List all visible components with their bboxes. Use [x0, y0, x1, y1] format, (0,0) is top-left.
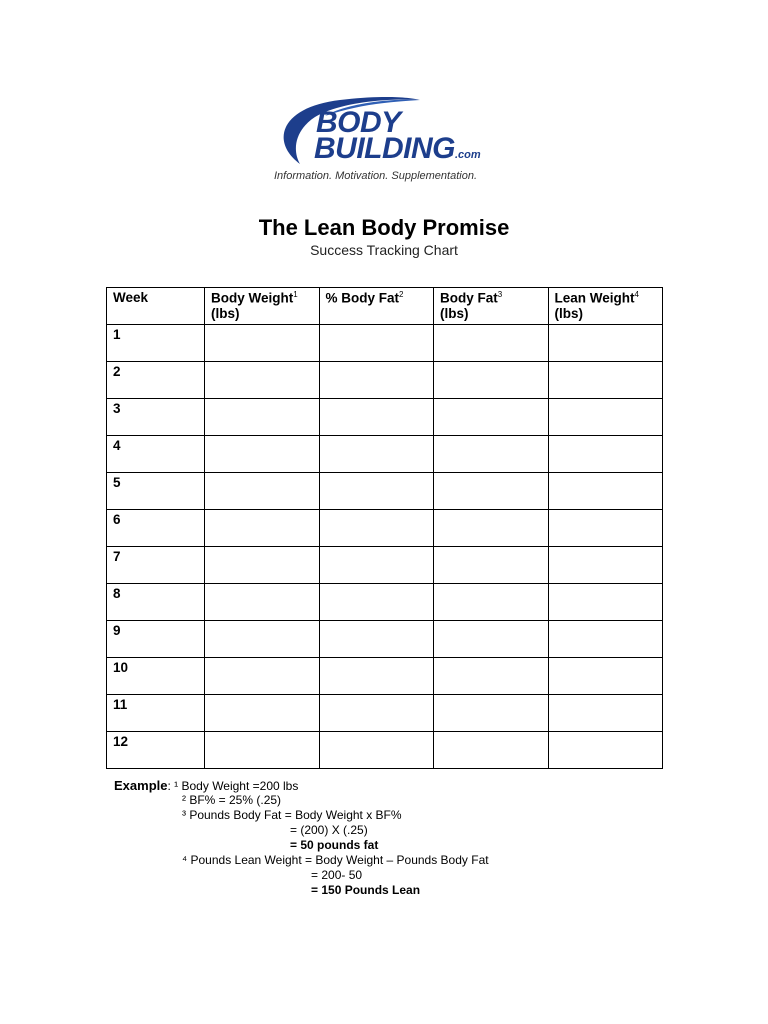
logo-text-building: BUILDING.com — [314, 132, 481, 165]
table-header-row — [107, 288, 663, 325]
week-number-cell: 11 — [107, 695, 205, 732]
entry-cell[interactable] — [319, 695, 434, 732]
week-number-cell: 9 — [107, 621, 205, 658]
week-number-cell: 4 — [107, 436, 205, 473]
entry-cell[interactable] — [319, 658, 434, 695]
example-line-3: ³ Pounds Body Fat = Body Weight x BF% — [182, 808, 402, 822]
entry-cell[interactable] — [548, 436, 663, 473]
example-line-1: Example: ¹ Body Weight =200 lbs — [114, 778, 299, 793]
table-row — [107, 695, 663, 732]
entry-cell[interactable] — [548, 658, 663, 695]
entry-cell[interactable] — [205, 399, 320, 436]
entry-cell[interactable] — [434, 621, 549, 658]
header-percent-body-fat: % Body Fat$^2$ — [319, 288, 434, 325]
entry-cell[interactable] — [548, 325, 663, 362]
example-line-6: ⁴ Pounds Lean Weight = Body Weight – Pounds Body Fat — [182, 853, 489, 867]
week-number-cell: 5 — [107, 473, 205, 510]
entry-cell[interactable] — [548, 510, 663, 547]
entry-cell[interactable] — [319, 584, 434, 621]
table-row — [107, 547, 663, 584]
entry-cell[interactable] — [205, 547, 320, 584]
entry-cell[interactable] — [434, 584, 549, 621]
table-row — [107, 362, 663, 399]
entry-cell[interactable] — [205, 621, 320, 658]
entry-cell[interactable] — [434, 473, 549, 510]
example-line-4: = (200) X (.25) — [290, 823, 368, 837]
entry-cell[interactable] — [434, 362, 549, 399]
entry-cell[interactable] — [319, 362, 434, 399]
table-row — [107, 621, 663, 658]
table-row — [107, 325, 663, 362]
entry-cell[interactable] — [319, 547, 434, 584]
example-label: Example — [114, 778, 168, 793]
week-number-cell: 6 — [107, 510, 205, 547]
header-body-fat: Body Fat$^3$ (lbs) — [434, 288, 549, 325]
entry-cell[interactable] — [434, 547, 549, 584]
entry-cell[interactable] — [319, 621, 434, 658]
entry-cell[interactable] — [548, 399, 663, 436]
entry-cell[interactable] — [434, 732, 549, 769]
bodybuilding-logo — [270, 92, 510, 190]
week-number-cell: 2 — [107, 362, 205, 399]
week-number-cell: 8 — [107, 584, 205, 621]
entry-cell[interactable] — [434, 436, 549, 473]
example-line-5: = 50 pounds fat — [290, 838, 379, 852]
logo-tagline: Information. Motivation. Supplementation. — [274, 170, 478, 182]
entry-cell[interactable] — [205, 436, 320, 473]
table-row — [107, 658, 663, 695]
entry-cell[interactable] — [434, 658, 549, 695]
page-subtitle: Success Tracking Chart — [310, 242, 458, 258]
entry-cell[interactable] — [205, 362, 320, 399]
entry-cell[interactable] — [434, 510, 549, 547]
entry-cell[interactable] — [205, 732, 320, 769]
entry-cell[interactable] — [205, 510, 320, 547]
page-title: The Lean Body Promise — [258, 215, 510, 240]
entry-cell[interactable] — [548, 362, 663, 399]
entry-cell[interactable] — [205, 325, 320, 362]
table-row — [107, 436, 663, 473]
entry-cell[interactable] — [548, 584, 663, 621]
entry-cell[interactable] — [319, 399, 434, 436]
logo-text-com: .com — [455, 149, 481, 161]
entry-cell[interactable] — [434, 695, 549, 732]
entry-cell[interactable] — [434, 399, 549, 436]
table-row — [107, 732, 663, 769]
table-row — [107, 473, 663, 510]
week-number-cell: 1 — [107, 325, 205, 362]
table-row — [107, 399, 663, 436]
week-number-cell: 10 — [107, 658, 205, 695]
example-line-7: = 200- 50 — [311, 868, 363, 882]
example-line-2: ² BF% = 25% (.25) — [182, 793, 282, 807]
entry-cell[interactable] — [205, 473, 320, 510]
table-row — [107, 510, 663, 547]
entry-cell[interactable] — [319, 325, 434, 362]
entry-cell[interactable] — [548, 732, 663, 769]
entry-cell[interactable] — [319, 510, 434, 547]
entry-cell[interactable] — [205, 658, 320, 695]
header-week: Week — [107, 288, 205, 325]
week-number-cell: 12 — [107, 732, 205, 769]
week-number-cell: 3 — [107, 399, 205, 436]
example-line-8: = 150 Pounds Lean — [311, 883, 421, 897]
entry-cell[interactable] — [319, 732, 434, 769]
entry-cell[interactable] — [548, 547, 663, 584]
entry-cell[interactable] — [548, 695, 663, 732]
week-number-cell: 7 — [107, 547, 205, 584]
header-lean-weight: Lean Weight$^4$ (lbs) — [548, 288, 663, 325]
entry-cell[interactable] — [548, 473, 663, 510]
entry-cell[interactable] — [205, 584, 320, 621]
entry-cell[interactable] — [548, 621, 663, 658]
entry-cell[interactable] — [434, 325, 549, 362]
tracking-table — [106, 287, 663, 769]
header-body-weight: Body Weight$^1$ (lbs) — [205, 288, 320, 325]
table-row — [107, 584, 663, 621]
entry-cell[interactable] — [319, 436, 434, 473]
entry-cell[interactable] — [319, 473, 434, 510]
logo-text-body: BODY — [316, 106, 401, 139]
entry-cell[interactable] — [205, 695, 320, 732]
